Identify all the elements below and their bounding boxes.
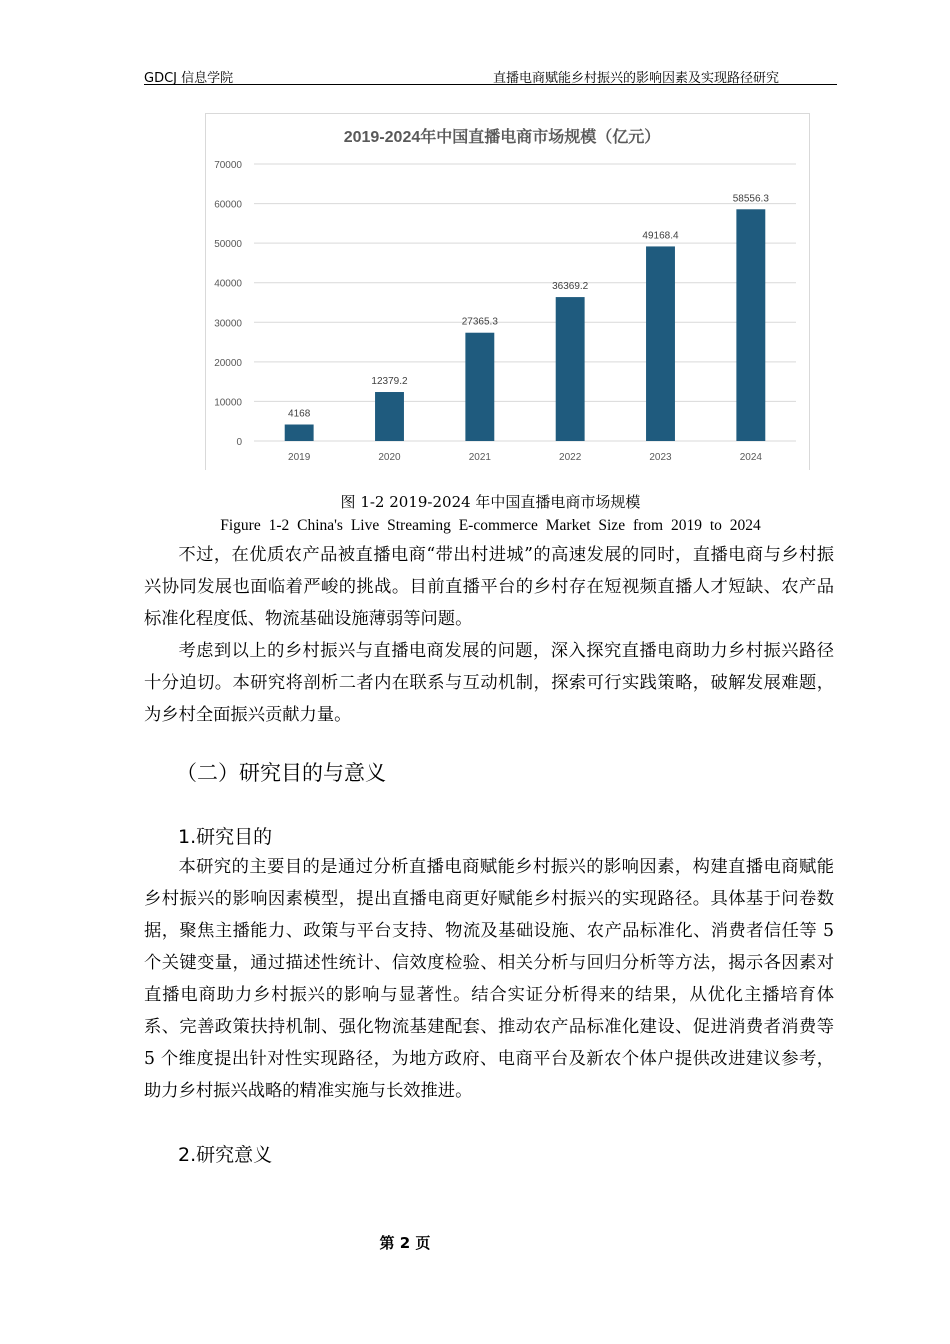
x-tick-label: 2024 — [739, 452, 762, 463]
chart-title: 2019-2024年中国直播电商市场规模（亿元） — [343, 129, 661, 146]
chart-svg — [206, 114, 809, 470]
y-tick-label: 20000 — [214, 357, 242, 369]
figure-caption-zh: 图 1-2 2019-2024 年中国直播电商市场规模 — [340, 493, 641, 511]
data-label: 27365.3 — [461, 316, 498, 328]
page-header — [144, 66, 837, 85]
paragraph-purpose — [144, 851, 834, 1107]
subheading-significance: 2.研究意义 — [178, 1144, 273, 1166]
y-tick-label: 10000 — [214, 397, 242, 409]
bar-chart — [205, 113, 810, 470]
paragraph-challenges-text: 不过，在优质农产品被直播电商“带出村进城”的高速发展的同时，直播电商与乡村振兴协同发展也面临着严峻的挑战。目前直播平台的乡村存在短视频直播人才短缺、农产品标准化程度低、物流基础设施薄弱等问题。 — [144, 545, 834, 629]
page-number: 第 2 页 — [379, 1234, 431, 1252]
subheading-purpose: 1.研究目的 — [178, 826, 273, 848]
section-heading: （二）研究目的与意义 — [176, 761, 386, 785]
y-tick-label: 0 — [236, 437, 242, 448]
paragraph-research-need-text: 考虑到以上的乡村振兴与直播电商发展的问题，深入探究直播电商助力乡村振兴路径十分迫切。本研究将剖析二者内在联系与互动机制，探索可行实践策略，破解发展难题，为乡村全面振兴贡献力量。 — [144, 641, 834, 725]
data-label: 4168 — [288, 408, 311, 420]
x-tick-label: 2019 — [288, 452, 311, 463]
x-tick-label: 2022 — [559, 452, 582, 463]
data-label: 58556.3 — [732, 193, 769, 205]
figure-caption-en: Figure 1-2 China's Live Streaming E-commerce Market Size from 2019 to 2024 — [220, 517, 761, 534]
y-tick-label: 60000 — [214, 199, 242, 211]
data-label: 36369.2 — [552, 281, 589, 293]
bar-2024 — [736, 209, 765, 441]
y-tick-label: 50000 — [214, 239, 242, 251]
y-tick-label: 30000 — [214, 318, 242, 330]
x-tick-label: 2020 — [378, 452, 401, 463]
data-label: 49168.4 — [642, 230, 679, 242]
bar-2019 — [285, 425, 314, 441]
paragraph-purpose-text: 本研究的主要目的是通过分析直播电商赋能乡村振兴的影响因素，构建直播电商赋能乡村振兴的影响因素模型，提出直播电商更好赋能乡村振兴的实现路径。具体基于问卷数据，聚焦主播能力、政策与平台支持、物流及基础设施、农产品标准化、消费者信任等 5 个关键变量，通过描述性统计、信效度检验、相关分析与回归分析等方法，揭示各因素对直播电商助力乡村振兴的影响与显著性。结合实证分析得来的结果，从优化主播培育体系、完善政策扶持机制、强化物流基建配套、推动农产品标准化建设、促进消费者消费等 5 个维度提出针对性实现路径，为地方政府、电商平台及新农个体户提供改进建议参考，助力乡村振兴战略的精准实施与长效推进。 — [144, 857, 834, 1101]
paragraph-research-need — [144, 635, 834, 731]
header-institution: GDCJ 信息学院 — [144, 71, 234, 86]
header-thesis-title: 直播电商赋能乡村振兴的影响因素及实现路径研究 — [492, 71, 779, 86]
bar-2023 — [646, 246, 675, 441]
x-tick-label: 2023 — [649, 452, 672, 463]
bar-2020 — [375, 392, 404, 441]
y-tick-label: 40000 — [214, 278, 242, 290]
bar-2022 — [556, 297, 585, 441]
x-tick-label: 2021 — [468, 452, 491, 463]
bar-2021 — [465, 333, 494, 441]
y-tick-label: 70000 — [214, 160, 242, 171]
paragraph-challenges — [144, 539, 834, 635]
data-label: 12379.2 — [371, 376, 408, 388]
